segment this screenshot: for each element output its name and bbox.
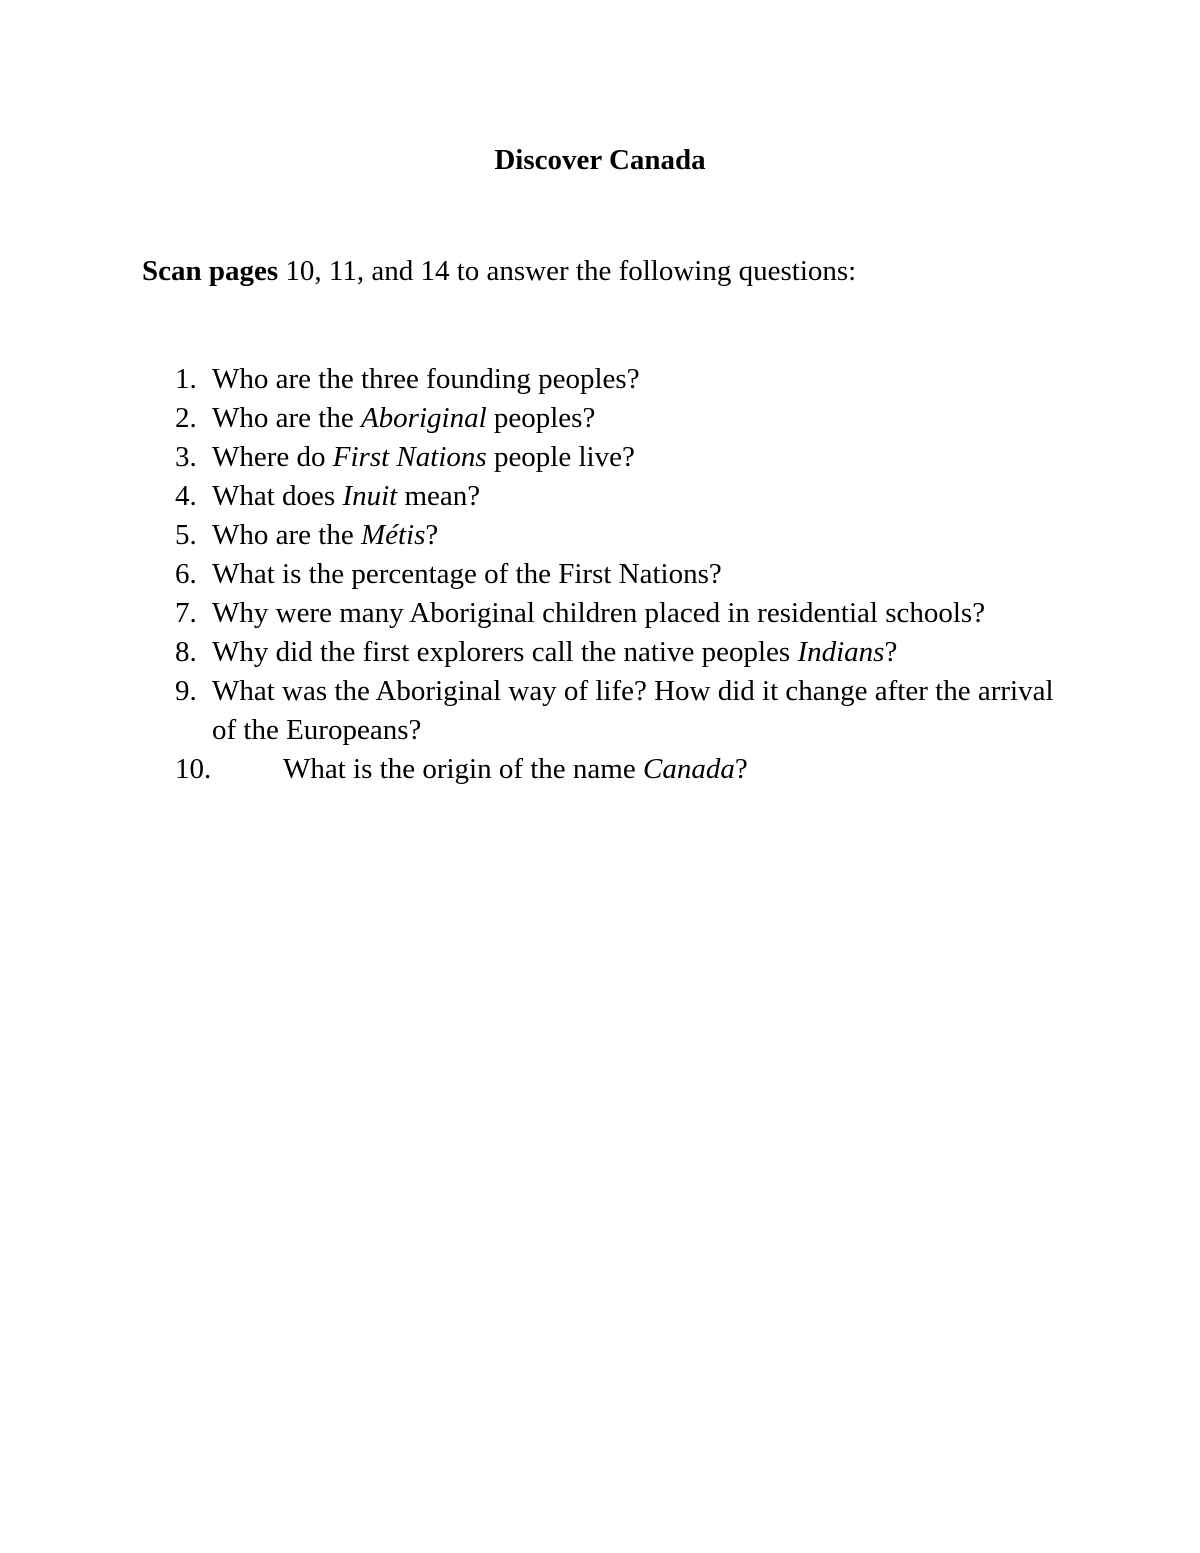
question-number: 3. [175,441,197,473]
question-number: 6. [175,558,197,590]
question-item [0,399,1200,438]
question-number: 7. [175,597,197,629]
question-item [0,672,1200,750]
question-list [0,360,1200,789]
question-text: What is the origin of the name Canada? [283,753,748,785]
question-item [0,360,1200,399]
question-text: What was the Aboriginal way of life? How did it change after the arrival of the Europeans? [212,675,1054,746]
question-text: Where do First Nations people live? [212,441,635,473]
question-text: Who are the three founding peoples? [212,363,640,395]
question-item [0,633,1200,672]
question-number: 5. [175,519,197,551]
question-item [0,594,1200,633]
instruction-bold: Scan pages [142,255,279,287]
question-text: What is the percentage of the First Nations? [212,558,722,590]
question-number: 4. [175,480,197,512]
question-item [0,516,1200,555]
question-text: Why were many Aboriginal children placed in residential schools? [212,597,986,629]
page-title: Discover Canada [494,144,706,176]
instruction-line [142,251,856,291]
question-number: 8. [175,636,197,668]
question-item [0,750,1200,789]
question-text: Why did the first explorers call the native peoples Indians? [212,636,898,668]
question-number: 2. [175,402,197,434]
question-item [0,555,1200,594]
question-text: What does Inuit mean? [212,480,481,512]
question-item [0,477,1200,516]
question-text: Who are the Aboriginal peoples? [212,402,596,434]
instruction-text: 10, 11, and 14 to answer the following questions: [278,255,857,287]
question-text: Who are the Métis? [212,519,439,551]
question-number: 1. [175,363,197,395]
question-number: 9. [175,675,197,707]
question-item [0,438,1200,477]
question-number: 10. [175,753,212,785]
